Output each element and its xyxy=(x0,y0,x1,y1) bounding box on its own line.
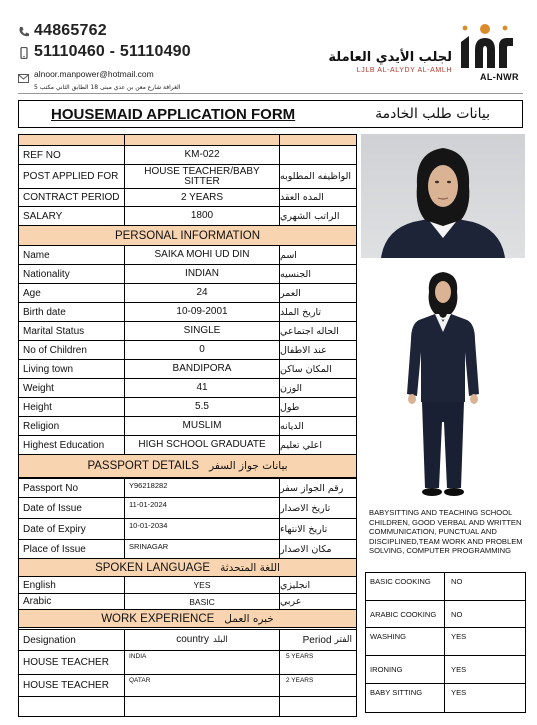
experience-row-3-period xyxy=(279,696,357,717)
passport-no-label: Passport No xyxy=(18,478,125,498)
skill-row-2-value: NO xyxy=(444,600,526,628)
experience-row-2-country: QATAR xyxy=(124,674,280,697)
language-title: SPOKEN LANGUAGE xyxy=(95,561,211,574)
skill-row-5-label: BABY SITTING xyxy=(365,683,445,713)
expiry-date-label: Date of Expiry xyxy=(18,518,125,540)
experience-row-1-period: 5 YEARS xyxy=(279,650,357,675)
age-value: 24 xyxy=(124,283,280,303)
name-arabic: اسم xyxy=(279,245,357,265)
phone-number-1: 44865762 xyxy=(34,22,107,39)
weight-label: Weight xyxy=(18,378,125,398)
email-address[interactable]: alnoor.manpower@hotmail.com xyxy=(34,69,154,79)
name-value: SAIKA MOHI UD DIN xyxy=(124,245,280,265)
weight-arabic: الوزن xyxy=(279,378,357,398)
period-col-label: Period xyxy=(302,634,332,646)
marital-status-value: SINGLE xyxy=(124,321,280,341)
education-arabic: اعلي تعليم xyxy=(279,435,357,455)
mobile-icon xyxy=(18,46,30,64)
issue-date-label: Date of Issue xyxy=(18,497,125,519)
experience-row-3-designation xyxy=(18,696,125,717)
ref-no-label: REF NO xyxy=(18,145,125,165)
contract-period-arabic: المده العقد xyxy=(279,188,357,207)
phone-icon xyxy=(18,25,30,43)
office-address: الغرافة شارع معن بن عدي مبنى 18 الطابق الثاني مكتب 5 xyxy=(34,84,181,91)
form-title-english: HOUSEMAID APPLICATION FORM xyxy=(51,106,296,123)
brand-name: AL-NWR xyxy=(480,72,519,82)
salary-arabic: الراتب الشهري xyxy=(279,206,357,226)
passport-title-arabic: بيانات جواز السفر xyxy=(209,460,288,472)
name-label: Name xyxy=(18,245,125,265)
phone-number-2: 51110460 - 51110490 xyxy=(34,43,191,60)
experience-title: WORK EXPERIENCE xyxy=(101,612,215,625)
issue-date-value: 11-01-2024 xyxy=(124,497,280,519)
email-icon xyxy=(18,70,29,88)
logo-english-text: LJLB AL-ALYDY AL-AMLH xyxy=(356,67,452,74)
ref-no-value: KM-022 xyxy=(124,145,280,165)
children-value: 0 xyxy=(124,340,280,360)
english-arabic: انجليزي xyxy=(279,576,357,594)
personal-info-header xyxy=(18,225,357,246)
post-applied-value: HOUSE TEACHER/BABY SITTER xyxy=(124,164,280,189)
skill-row-1-value: NO xyxy=(444,572,526,601)
age-label: Age xyxy=(18,283,125,303)
education-value: HIGH SCHOOL GRADUATE xyxy=(124,435,280,455)
passport-no-arabic: رقم الجواز سفر xyxy=(279,478,357,498)
headshot-photo xyxy=(361,134,525,258)
experience-row-1-country: INDIA xyxy=(124,650,280,675)
marital-status-label: Marital Status xyxy=(18,321,125,341)
logo-mark-icon xyxy=(455,20,517,72)
experience-row-2-designation: HOUSE TEACHER xyxy=(18,674,125,697)
passport-header xyxy=(18,454,357,478)
living-town-label: Living town xyxy=(18,359,125,379)
contract-period-value: 2 YEARS xyxy=(124,188,280,207)
language-header xyxy=(18,558,357,577)
age-arabic: العمر xyxy=(279,283,357,303)
marital-status-arabic: الحاله اجتماعي xyxy=(279,321,357,341)
form-title-arabic: بيانات طلب الخادمة xyxy=(375,106,490,122)
skill-row-3-label: WASHING xyxy=(365,627,445,656)
place-of-issue-value: SRINAGAR xyxy=(124,539,280,559)
post-applied-arabic: الواظيفه المطلوبه xyxy=(279,164,357,189)
arabic-arabic: عربي xyxy=(279,593,357,610)
post-applied-label: POST APPLIED FOR xyxy=(18,164,125,189)
arabic-value: BASIC xyxy=(124,593,280,610)
header-divider xyxy=(18,93,523,94)
height-value: 5.5 xyxy=(124,397,280,417)
skill-row-4-value: YES xyxy=(444,655,526,684)
passport-no-value: Y96218282 xyxy=(124,478,280,498)
place-of-issue-arabic: مكان الاصدار xyxy=(279,539,357,559)
children-label: No of Children xyxy=(18,340,125,360)
skills-summary: BABYSITTING AND TEACHING SCHOOL CHILDREN, GOOD VERBAL AND WRITTEN COMMUNICATION, PUNCTUAL AND DISCIPLINED,TEAM WORK AND PROBLEM SOLVING, COMPUTER PROGRAMMING xyxy=(369,508,523,556)
birth-date-label: Birth date xyxy=(18,302,125,322)
contact-block xyxy=(18,22,218,94)
living-town-arabic: المكان ساكن xyxy=(279,359,357,379)
salary-label: SALARY xyxy=(18,206,125,226)
birth-date-arabic: تاريخ الملد xyxy=(279,302,357,322)
contract-period-label: CONTRACT PERIOD xyxy=(18,188,125,207)
full-body-photo xyxy=(361,262,525,506)
country-col-header xyxy=(124,629,280,651)
period-col-header xyxy=(279,629,357,651)
experience-row-2-period: 2 YEARS xyxy=(279,674,357,697)
weight-value: 41 xyxy=(124,378,280,398)
designation-col-header: Designation xyxy=(18,629,125,651)
children-arabic: عند الاطفال xyxy=(279,340,357,360)
height-arabic: طول xyxy=(279,397,357,417)
experience-header xyxy=(18,609,357,628)
company-logo xyxy=(328,20,520,85)
experience-title-arabic: خبره العمل xyxy=(224,612,274,625)
salary-value: 1800 xyxy=(124,206,280,226)
religion-arabic: الديانه xyxy=(279,416,357,436)
place-of-issue-label: Place of Issue xyxy=(18,539,125,559)
skill-row-2-label: ARABIC COOKING xyxy=(365,600,445,628)
nationality-label: Nationality xyxy=(18,264,125,284)
skill-row-3-value: YES xyxy=(444,627,526,656)
expiry-date-value: 10-01-2034 xyxy=(124,518,280,540)
english-label: English xyxy=(18,576,125,594)
skill-row-5-value: YES xyxy=(444,683,526,713)
religion-label: Religion xyxy=(18,416,125,436)
english-value: YES xyxy=(124,576,280,594)
form-title-box xyxy=(18,100,523,128)
experience-row-3-country xyxy=(124,696,280,717)
expiry-date-arabic: تاريخ الانتهاء xyxy=(279,518,357,540)
religion-value: MUSLIM xyxy=(124,416,280,436)
personal-info-title: PERSONAL INFORMATION xyxy=(114,229,261,242)
nationality-value: INDIAN xyxy=(124,264,280,284)
experience-row-1-designation: HOUSE TEACHER xyxy=(18,650,125,675)
arabic-label: Arabic xyxy=(18,593,125,610)
birth-date-value: 10-09-2001 xyxy=(124,302,280,322)
skill-row-4-label: IRONING xyxy=(365,655,445,684)
passport-title: PASSPORT DETAILS xyxy=(87,460,200,472)
education-label: Highest Education xyxy=(18,435,125,455)
ref-no-arabic xyxy=(279,145,357,165)
language-title-arabic: اللغة المتحدثة xyxy=(220,561,280,574)
nationality-arabic: الجنسيه xyxy=(279,264,357,284)
logo-arabic-text: لجلب الأيدي العاملة xyxy=(328,50,452,65)
issue-date-arabic: تاريخ الاصدار xyxy=(279,497,357,519)
country-col-label: country xyxy=(176,634,209,645)
period-col-arabic: الفتر xyxy=(334,635,352,645)
living-town-value: BANDIPORA xyxy=(124,359,280,379)
country-col-arabic: البلد xyxy=(213,635,228,645)
skill-row-1-label: BASIC COOKING xyxy=(365,572,445,601)
height-label: Height xyxy=(18,397,125,417)
